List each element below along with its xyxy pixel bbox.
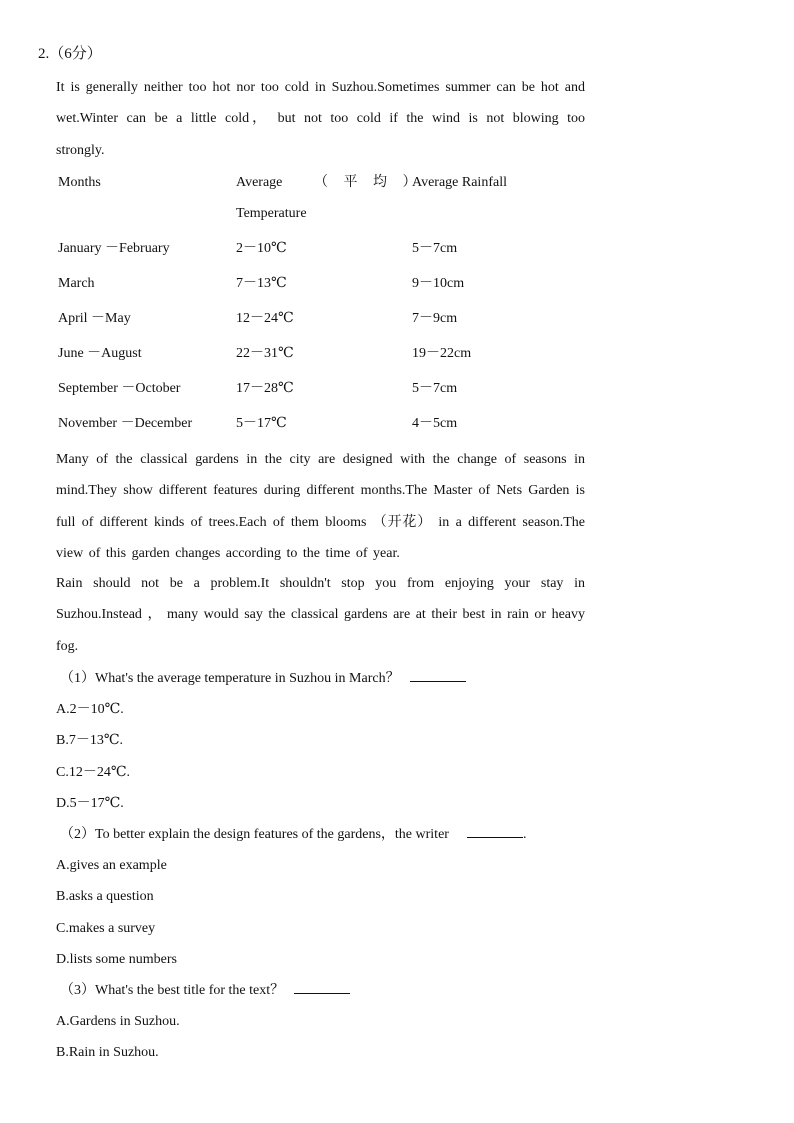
table-header-row	[58, 167, 588, 233]
table-row	[58, 408, 588, 443]
header-temp-line2: Temperature	[236, 206, 307, 221]
question-stem: （2）To better explain the design features of the gardens，the writer .	[56, 819, 596, 850]
row-rainfall: 9－10cm	[412, 276, 465, 291]
table-row	[58, 268, 588, 303]
option-c[interactable]: C.12－24℃.	[56, 764, 130, 780]
question-stem: （3）What's the best title for the text？	[56, 975, 596, 1006]
table-row	[58, 338, 588, 373]
row-rainfall: 7－9cm	[412, 311, 458, 326]
answer-blank[interactable]	[410, 667, 466, 682]
row-months: April －May	[58, 311, 131, 326]
question-stem: （1）What's the average temperature in Suzhou in March？	[56, 663, 596, 694]
row-months: November －December	[58, 416, 193, 431]
row-rainfall: 19－22cm	[412, 346, 472, 361]
option-b[interactable]: B.asks a question	[56, 889, 154, 905]
table-row	[58, 303, 588, 338]
row-months: March	[58, 276, 95, 291]
header-temp-line1: Average	[236, 175, 283, 190]
passage-intro: It is generally neither too hot nor too cold in Suzhou.Sometimes summer can be hot and wet.Winter can be a little cold， but not too cold if the wind is not blowing too strongly.	[56, 80, 585, 158]
header-months: Months	[58, 175, 101, 190]
weather-table	[58, 167, 588, 443]
row-months: June －August	[58, 346, 142, 361]
row-rainfall: 5－7cm	[412, 241, 458, 256]
row-temperature: 5－17℃	[236, 416, 287, 431]
answer-blank[interactable]	[294, 979, 350, 994]
option-a[interactable]: A.Gardens in Suzhou.	[56, 1014, 180, 1030]
row-temperature: 2－10℃	[236, 241, 287, 256]
option-d[interactable]: D.5－17℃.	[56, 795, 124, 811]
header-rainfall: Average Rainfall	[412, 175, 507, 190]
question-number: 2.（6分）	[38, 46, 102, 62]
table-row	[58, 233, 588, 268]
option-b[interactable]: B.Rain in Suzhou.	[56, 1045, 159, 1061]
option-b[interactable]: B.7－13℃.	[56, 733, 123, 749]
option-a[interactable]: A.2－10℃.	[56, 702, 124, 718]
row-temperature: 22－31℃	[236, 346, 294, 361]
question-1	[56, 663, 596, 819]
row-months: January －February	[58, 241, 170, 256]
question-2	[56, 819, 596, 975]
row-rainfall: 5－7cm	[412, 381, 458, 396]
passage-rain: Rain should not be a problem.It shouldn't stop you from enjoying your stay in Suzhou.Instead ， many would say the classical gardens are at their best in rain or heavy fog.	[56, 576, 585, 654]
option-a[interactable]: A.gives an example	[56, 858, 167, 874]
header-temp-note: （ 平 均 ）	[314, 175, 423, 190]
option-c[interactable]: C.makes a survey	[56, 920, 156, 936]
row-temperature: 12－24℃	[236, 311, 294, 326]
passage-gardens: Many of the classical gardens in the city are designed with the change of seasons in mind.They show different features during different months.The Master of Nets Garden is full of different kinds of trees.Each of them blooms （开花） in a different season.The view of this garden changes according to the time of year.	[56, 452, 585, 561]
option-d[interactable]: D.lists some numbers	[56, 951, 177, 967]
answer-blank[interactable]	[467, 823, 523, 838]
row-temperature: 17－28℃	[236, 381, 294, 396]
row-temperature: 7－13℃	[236, 276, 287, 291]
table-row	[58, 373, 588, 408]
header-temperature	[236, 167, 307, 229]
question-3	[56, 975, 596, 1069]
row-rainfall: 4－5cm	[412, 416, 458, 431]
row-months: September －October	[58, 381, 181, 396]
